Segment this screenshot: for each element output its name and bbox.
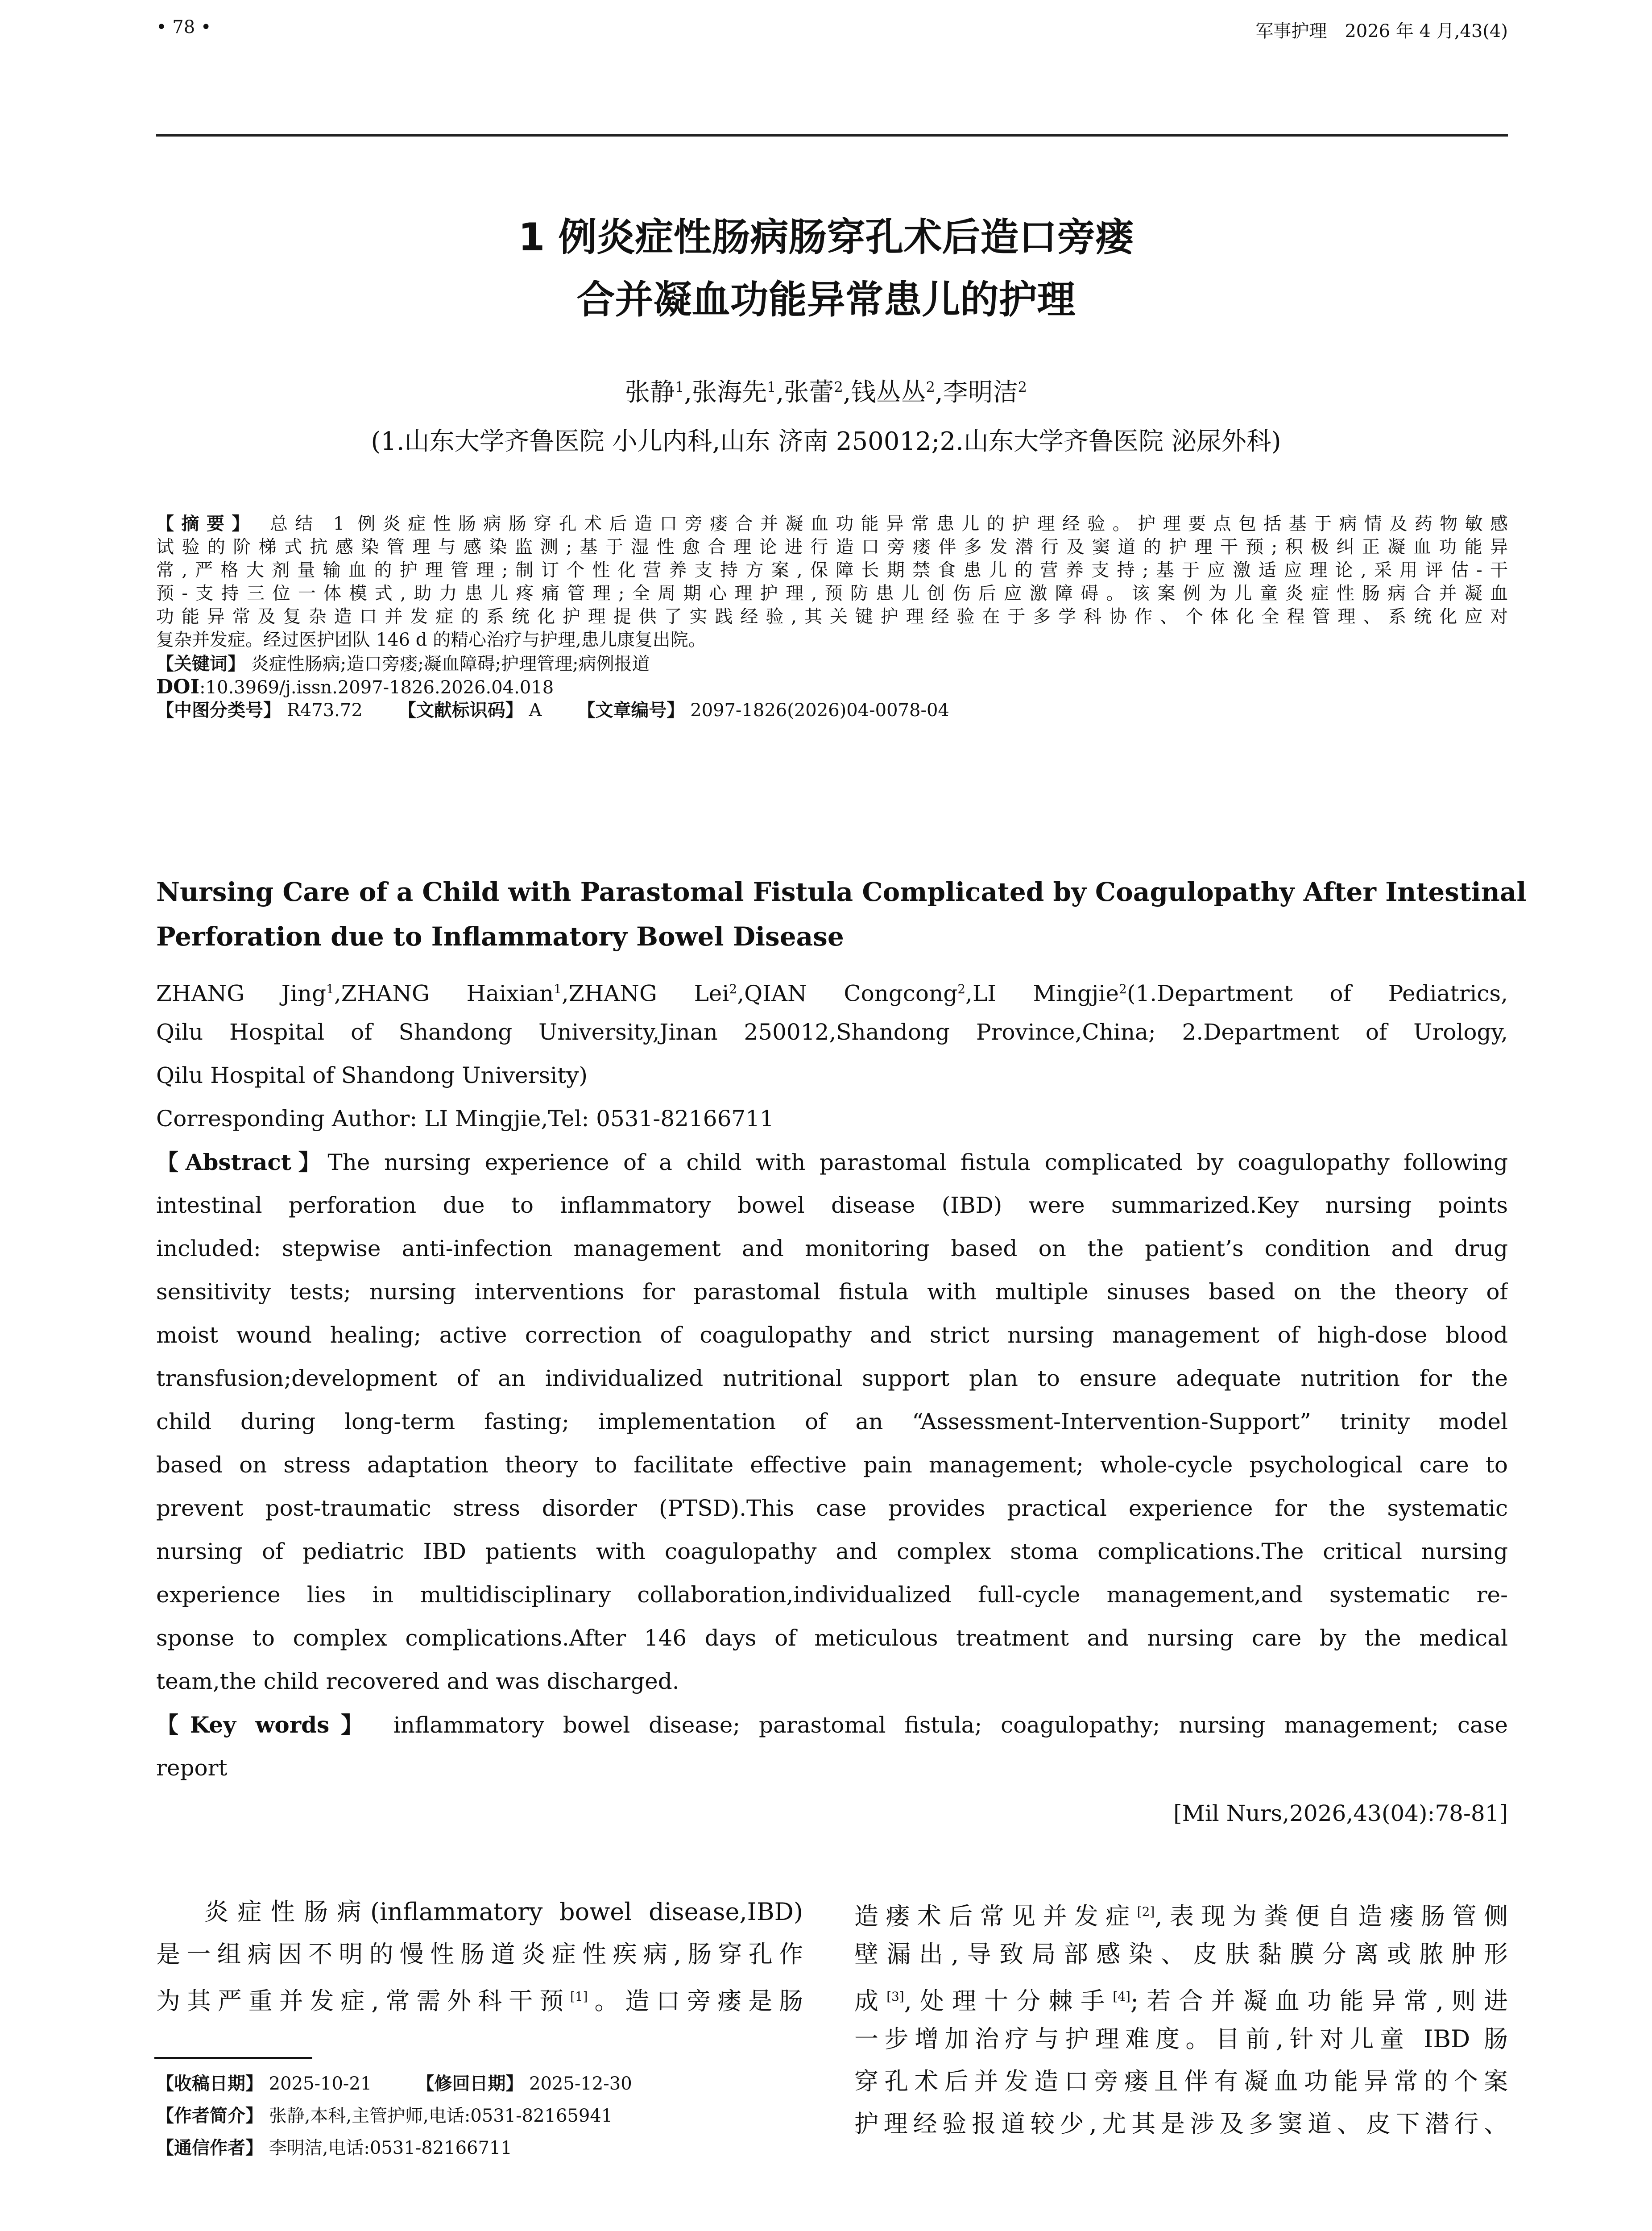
body-left-line: 是一组病因不明的慢性肠道炎症性疾病,肠穿孔作: [156, 1940, 803, 1968]
title-zh-line1: 1 例炎症性肠病肠穿孔术后造口旁瘘: [518, 215, 1134, 260]
abstract-zh-line: 常,严格大剂量输血的护理管理;制订个性化营养支持方案,保障长期禁食患儿的营养支持;基于应激适应理论,采用评估-干: [156, 560, 1508, 581]
abstract-en-line: sponse to complex complications.After 146 days of meticulous treatment and nursing care by the medical: [156, 1625, 1508, 1651]
journal-name: 军事护理: [1255, 21, 1327, 41]
abstract-zh-line: 功能异常及复杂造口并发症的系统化护理提供了实践经验,其关键护理经验在于多学科协作、个体化全程管理、系统化应对: [156, 606, 1508, 627]
author-aff: 2: [926, 378, 935, 396]
body-left-line: 炎症性肠病(inflammatory bowel disease,IBD): [204, 1898, 803, 1926]
corresponding-info: 李明洁,电话:0531-82166711: [269, 2138, 512, 2158]
author-en: ZHANG Lei: [568, 980, 729, 1007]
body-right-line: [854, 1891, 1508, 1933]
keywords-en-line2: report: [156, 1755, 228, 1781]
abstract-en-line: intestinal perforation due to inflammatory bowel disease (IBD) were summarized.Key nursing points: [156, 1192, 1508, 1218]
abstract-zh-line: 预-支持三位一体模式,助力患儿疼痛管理;全周期心理护理,预防患儿创伤后应激障碍。该案例为儿童炎症性肠病合并凝血: [156, 583, 1508, 604]
journal-issue: [1255, 17, 1508, 42]
body-text: 成: [854, 1987, 887, 2015]
abstract-en-line: child during long-term fasting; implementation of an “Assessment-Intervention-Support” trinity model: [156, 1409, 1508, 1435]
abstract-zh-label: 【摘要】: [156, 514, 257, 534]
body-text: ;若合并凝血功能异常,则进: [1130, 1987, 1508, 2015]
author: 李明洁: [943, 378, 1018, 407]
citation: [Mil Nurs,2026,43(04):78-81]: [1173, 1800, 1508, 1826]
abstract-en-line: experience lies in multidisciplinary collaboration,individualized full-cycle management,and systematic re-: [156, 1582, 1508, 1608]
received-label: 【收稿日期】: [156, 2073, 263, 2094]
affiliation-zh: (1.山东大学齐鲁医院 小儿内科,山东 济南 250012;2.山东大学齐鲁医院 泌尿外科): [371, 427, 1281, 456]
affiliation-en: (1.Department of Pediatrics,: [1126, 980, 1508, 1007]
body-text: 为其严重并发症,常需外科干预: [156, 1987, 570, 2015]
author: 钱丛丛: [851, 378, 926, 407]
author-bio: 张静,本科,主管护师,电话:0531-82165941: [269, 2106, 613, 2126]
article-no-label: 【文章编号】: [577, 700, 685, 721]
reference-4[interactable]: [4]: [1113, 1989, 1130, 2004]
abstract-zh-text: 总结 1 例炎症性肠病肠穿孔术后造口旁瘘合并凝血功能异常患儿的护理经验。护理要点包括基于病情及药物敏感: [269, 514, 1508, 534]
abstract-en-line: [156, 1140, 1508, 1184]
abstract-en-line: transfusion;development of an individualized nutritional support plan to ensure adequate nutrition for the: [156, 1365, 1508, 1391]
abstract-en-line: nursing of pediatric IBD patients with coagulopathy and complex stoma complications.The critical nursing: [156, 1538, 1508, 1564]
footnote-rule: [154, 2057, 312, 2059]
author-en-aff: 2: [1118, 982, 1127, 996]
received-date: 2025-10-21: [269, 2073, 372, 2094]
doi-label: DOI: [156, 676, 200, 698]
reference-2[interactable]: [2]: [1137, 1904, 1155, 1919]
author-aff: 1: [675, 378, 684, 396]
footnote-dates: [156, 2070, 632, 2097]
body-left-line: [156, 1975, 803, 2018]
reference-1[interactable]: [1]: [570, 1989, 588, 2004]
abstract-en-line: prevent post-traumatic stress disorder (PTSD).This case provides practical experience for the systematic: [156, 1495, 1508, 1521]
affiliation-en-line3: Qilu Hospital of Shandong University): [156, 1062, 588, 1088]
abstract-zh-line: [156, 512, 1508, 535]
article-no-value: 2097-1826(2026)04-0078-04: [690, 700, 949, 721]
body-right-line: 一步增加治疗与护理难度。目前,针对儿童 IBD 肠: [854, 2025, 1508, 2053]
title-en-line2: Perforation due to Inflammatory Bowel Disease: [156, 921, 844, 952]
author-aff: 2: [834, 378, 843, 396]
body-right-line: [854, 1975, 1508, 2018]
keywords-zh-text: 炎症性肠病;造口旁瘘;凝血障碍;护理管理;病例报道: [251, 654, 650, 674]
abstract-en-line: moist wound healing; active correction of coagulopathy and strict nursing management of high-dose blood: [156, 1322, 1508, 1348]
abstract-en-line: based on stress adaptation theory to facilitate effective pain management; whole-cycle psychological care to: [156, 1452, 1508, 1478]
classification-line: [156, 699, 1508, 722]
clc-value: R473.72: [286, 700, 363, 721]
abstract-en-line: team,the child recovered and was discharged.: [156, 1668, 679, 1694]
author-en-aff: 1: [554, 982, 562, 996]
title-zh-line2: 合并凝血功能异常患儿的护理: [576, 278, 1076, 322]
author: 张静: [625, 378, 675, 407]
body-text: ,表现为粪便自造瘘肠管侧: [1155, 1902, 1508, 1930]
author: 张海先: [692, 378, 767, 407]
body-right-line: 壁漏出,导致局部感染、皮肤黏膜分离或脓肿形: [854, 1940, 1508, 1968]
keywords-en-label: 【Key words】: [156, 1712, 375, 1738]
doc-code-value: A: [529, 700, 542, 721]
author-aff: 1: [767, 378, 776, 396]
doi-value[interactable]: :10.3969/j.issn.2097-1826.2026.04.018: [199, 677, 554, 698]
doc-code-label: 【文献标识码】: [398, 700, 523, 721]
author-bio-label: 【作者简介】: [156, 2106, 263, 2126]
footnote-corresponding: [156, 2135, 512, 2161]
revised-date: 2025-12-30: [529, 2073, 632, 2094]
author: 张蕾: [784, 378, 834, 407]
clc-label: 【中图分类号】: [156, 700, 281, 721]
abstract-en-line: sensitivity tests; nursing interventions for parastomal fistula with multiple sinuses based on the theory of: [156, 1279, 1508, 1305]
author-en-aff: 2: [957, 982, 966, 996]
keywords-zh: [156, 652, 1508, 676]
title-en-line1: Nursing Care of a Child with Parastomal Fistula Complicated by Coagulopathy After Intestinal: [156, 877, 1527, 907]
author-en: QIAN Congcong: [744, 980, 958, 1007]
footnote-author: [156, 2102, 613, 2129]
body-right-line: 穿孔术后并发造口旁瘘且伴有凝血功能异常的个案: [854, 2067, 1508, 2095]
abstract-en-label: 【Abstract】: [156, 1149, 328, 1175]
body-right-line: 护理经验报道较少,尤其是涉及多窦道、皮下潜行、: [854, 2110, 1508, 2138]
abstract-en-line: included: stepwise anti-infection management and monitoring based on the patient’s condition and drug: [156, 1236, 1508, 1261]
author-en: LI Mingjie: [972, 980, 1119, 1007]
body-text: 。造口旁瘘是肠: [588, 1987, 803, 2015]
author-en-aff: 1: [326, 982, 334, 996]
abstract-en-text: The nursing experience of a child with parastomal fistula complicated by coagulopathy following: [327, 1149, 1508, 1175]
corresponding-author-en: Corresponding Author: LI Mingjie,Tel: 0531-82166711: [156, 1106, 774, 1132]
author-aff: 2: [1018, 378, 1027, 396]
authors-en-line1: ZHANG Jing$^1$,ZHANG Haixian$^1$,ZHANG Lei$^2$,QIAN Congcong$^2$,LI Mingjie$^2$(1.Department of Pediatrics,: [156, 980, 1508, 1007]
corresponding-label: 【通信作者】: [156, 2138, 263, 2158]
abstract-zh-line: 复杂并发症。经过医护团队 146 d 的精心治疗与护理,患儿康复出院。: [156, 630, 706, 650]
author-en: ZHANG Jing: [156, 980, 326, 1007]
reference-3[interactable]: [3]: [886, 1989, 904, 2004]
affiliation-en-line2: Qilu Hospital of Shandong University,Jinan 250012,Shandong Province,China; 2.Department of Urology,: [156, 1019, 1508, 1045]
abstract-zh-line: 试验的阶梯式抗感染管理与感染监测;基于湿性愈合理论进行造口旁瘘伴多发潜行及窦道的护理干预;积极纠正凝血功能异: [156, 537, 1508, 557]
revised-label: 【修回日期】: [416, 2073, 524, 2094]
page-number: • 78 •: [156, 17, 211, 37]
keywords-en-text: inflammatory bowel disease; parastomal fistula; coagulopathy; nursing management; case: [393, 1712, 1508, 1738]
header-rule: [156, 134, 1508, 137]
keywords-en-line1: [156, 1703, 1508, 1746]
doi-line: [156, 676, 1508, 699]
authors-zh: 张静$^1$,张海先$^1$,张蕾$^2$,钱丛丛$^2$,李明洁$^2$: [625, 378, 1027, 407]
body-text: ,处理十分棘手: [904, 1987, 1113, 2015]
body-text: 造瘘术后常见并发症: [854, 1902, 1137, 1930]
issue-info: 2026 年 4 月,43(4): [1345, 21, 1508, 41]
author-en-aff: 2: [729, 982, 737, 996]
author-en: ZHANG Haixian: [341, 980, 554, 1007]
keywords-zh-label: 【关键词】: [156, 654, 245, 674]
